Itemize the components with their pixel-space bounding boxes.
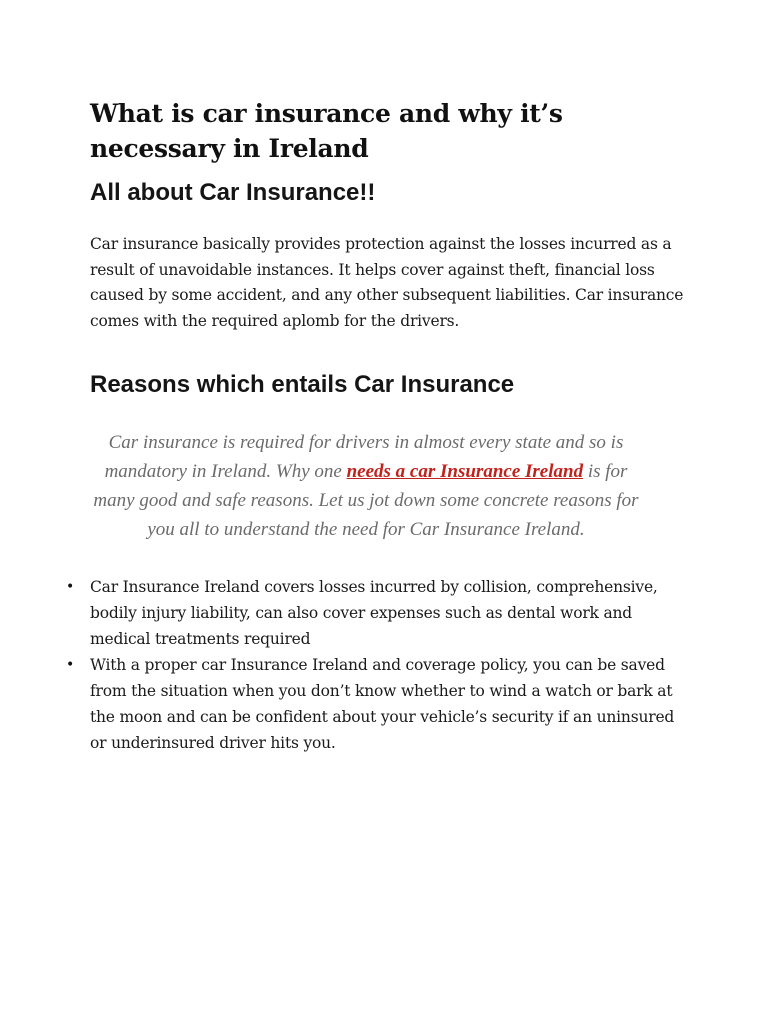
intro-paragraph: Car insurance basically provides protection against the losses incurred as a result of unavoidable instances. It helps cover against theft, financial loss caused by some accident, and any other subsequent liabilities. Car insurance comes with the required aplomb for the drivers. — [90, 235, 684, 330]
list-item-text: Car Insurance Ireland covers losses incurred by collision, comprehensive, bodily injury liability, can also cover expenses such as dental work and medical treatments required — [90, 578, 658, 648]
quote-text-after: is for many good and safe reasons. Let us jot down some concrete reasons for you all to understand the need for Car Insurance Ireland. — [93, 461, 639, 540]
bullet-icon: • — [66, 657, 75, 673]
list-item-text: With a proper car Insurance Ireland and coverage policy, you can be saved from the situation when you don’t know whether to wind a watch or bark at the moon and can be confident about your vehicle’s security if an uninsured or underinsured driver hits you. — [90, 656, 675, 752]
bullet-icon: • — [66, 579, 75, 595]
quote-paragraph — [86, 428, 646, 544]
reasons-list — [66, 574, 690, 756]
page-title: What is car insurance and why it’s necessary in Ireland — [90, 99, 563, 163]
list-item — [66, 574, 690, 652]
page-subtitle: All about Car Insurance!! — [90, 179, 376, 206]
car-insurance-ireland-link[interactable]: needs a car Insurance Ireland — [346, 461, 584, 482]
list-item — [66, 652, 690, 756]
quote-text-before: Car insurance is required for drivers in almost every state and so is mandatory in Ireland. Why one — [104, 432, 624, 482]
document-page — [66, 96, 690, 756]
section-heading: Reasons which entails Car Insurance — [90, 371, 515, 398]
